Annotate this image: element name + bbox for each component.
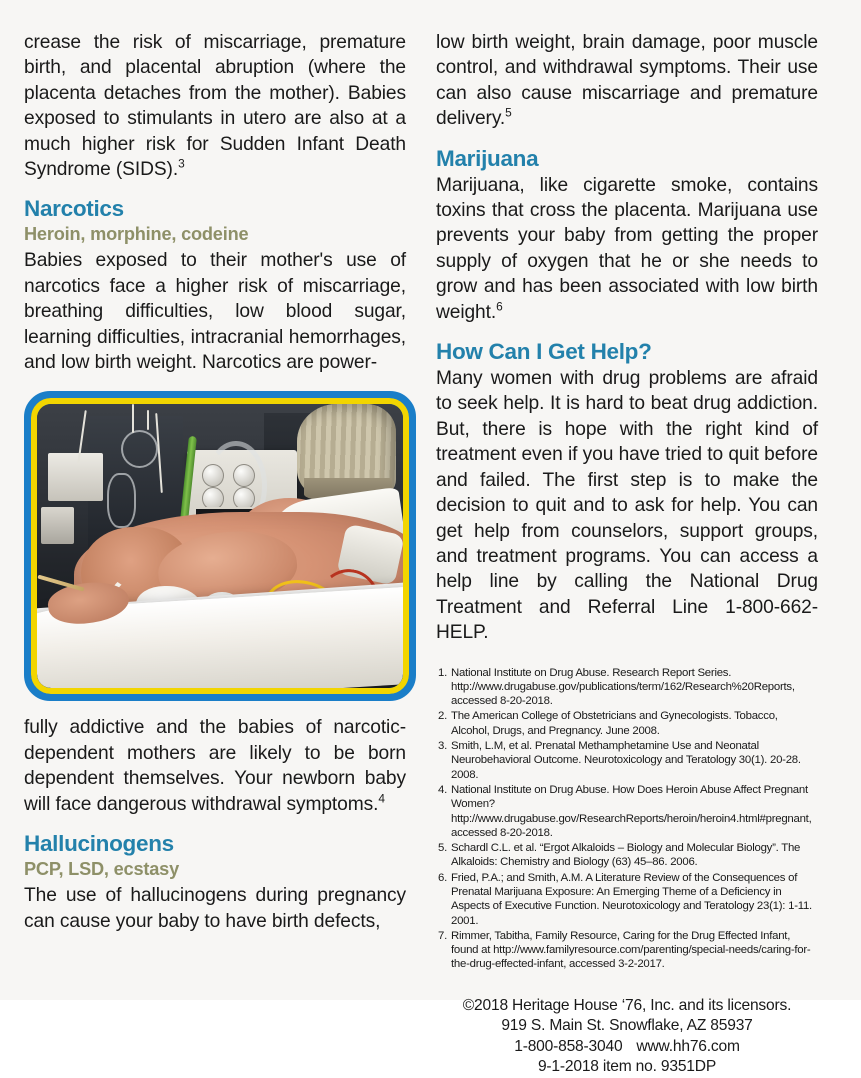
hallucinogens-paragraph: The use of hallucinogens during pregnancy can cause your baby to have birth defects,	[24, 885, 406, 932]
heading-narcotics: Narcotics	[24, 196, 124, 222]
hallucinogens-paragraph-continued-text: low birth weight, brain damage, poor muscle control, and withdrawal symptoms. Their use can also cause miscarriage and premature delivery.	[436, 32, 818, 130]
equipment-box-left-lower	[41, 507, 74, 544]
hallucinogens-paragraph-continued	[436, 30, 818, 132]
website-url: www.hh76.com	[636, 1037, 740, 1055]
address-line: 919 S. Main St. Snowflake, AZ 85937	[501, 1017, 753, 1035]
copyright-line: ©2018 Heritage House ‘76, Inc. and its licensors.	[462, 996, 792, 1014]
intro-paragraph-text: crease the risk of miscarriage, premature birth, and placental abruption (where the placenta detaches from the mother). Babies exposed to stimulants in utero are also at a much higher risk for Sudden Infant Death Syndrome (SIDS).	[24, 32, 406, 181]
reference-number: 7.	[438, 929, 447, 942]
reference-text: The American College of Obstetricians and Gynecologists. Tobacco, Alcohol, Drugs, and Pregnancy. June 2008.	[451, 710, 778, 737]
reference-text: National Institute on Drug Abuse. How Does Heroin Abuse Affect Pregnant Women? http://www.drugabuse.gov/ResearchReports/heroin/heroin4.html#pregnant, accessed 8-20-2018.	[451, 783, 812, 839]
marijuana-paragraph	[436, 173, 818, 325]
reference-item	[436, 871, 818, 928]
reference-text: Fried, P.A.; and Smith, A.M. A Literature Review of the Consequences of Prenatal Marijuana Exposure: An Emerging Theme of a Deficiency in Aspects of Executive Function. Neurotoxicology and Teratology 23(1): 1-11. 2001.	[451, 871, 812, 927]
heading-hallucinogens: Hallucinogens	[24, 831, 174, 857]
item-number-line: 9-1-2018 item no. 9351DP	[537, 1058, 717, 1076]
contact-line	[436, 1037, 818, 1058]
subheading-narcotics-drugs: Heroin, morphine, codeine	[24, 224, 249, 245]
reference-number: 2.	[438, 710, 447, 723]
reference-item	[436, 666, 818, 709]
white-wire	[132, 404, 134, 432]
reference-item	[436, 929, 818, 972]
right-column	[436, 30, 818, 1076]
equipment-box-left	[48, 453, 103, 501]
narcotics-paragraph: Babies exposed to their mother's use of narcotics face a higher risk of miscarriage, breathing difficulties, low blood sugar, learning difficulties, intracranial hemorrhages, and low birth weight. Narcotics are power-	[24, 250, 406, 374]
reference-number: 4.	[438, 783, 447, 796]
footnote-marker-6: 6	[496, 299, 503, 314]
marijuana-paragraph-text: Marijuana, like cigarette smoke, contains toxins that cross the placenta. Marijuana use prevents your baby from getting the proper supply of oxygen that he or she needs to grow and has been associated with low birth weight.	[436, 174, 818, 323]
intro-paragraph	[24, 30, 406, 182]
infant-incubator-photo	[24, 391, 416, 701]
left-column	[24, 30, 406, 986]
heading-how-can-i-get-help: How Can I Get Help?	[436, 339, 652, 365]
reference-item	[436, 841, 818, 870]
white-wire	[147, 410, 149, 430]
narcotics-paragraph-continued	[24, 715, 406, 817]
footnote-marker-5: 5	[505, 105, 512, 120]
subheading-hallucinogens-drugs: PCP, LSD, ecstasy	[24, 859, 179, 880]
help-paragraph: Many women with drug problems are afraid to seek help. It is hard to beat drug addiction. But, there is hope with the right kind of treatment even if you have tried to quit before and failed. The first step is to make the decision to quit and to ask for help. You can get help from counselors, support groups, and treatment programs. You can access a help line by calling the National Drug Treatment and Referral Line 1-800-662-HELP.	[436, 368, 818, 644]
photo-image	[37, 404, 403, 688]
photo-inner-border	[31, 398, 409, 694]
reference-number: 6.	[438, 871, 447, 884]
reference-item	[436, 739, 818, 782]
reference-text: Smith, L.M, et al. Prenatal Methamphetamine Use and Neonatal Neurobehavioral Outcome. Neurotoxicology and Teratology 30(1). 20-28. 2008.	[451, 740, 801, 781]
reference-item	[436, 783, 818, 840]
publisher-footer	[436, 996, 818, 1078]
narcotics-paragraph-continued-text: fully addictive and the babies of narcotic-dependent mothers are likely to be born dependent themselves. Your newborn baby will face dangerous withdrawal symptoms.	[24, 717, 406, 815]
phone-number: 1-800-858-3040	[514, 1037, 623, 1055]
reference-text: National Institute on Drug Abuse. Research Report Series. http://www.drugabuse.gov/publications/term/162/Research%20Reports, accessed 8-20-2018.	[451, 666, 795, 708]
references-list	[436, 666, 818, 972]
reference-text: Schardl C.L. et al. “Ergot Alkaloids – Biology and Molecular Biology”. The Alkaloids: Chemistry and Biology (63) 45–86. 2006.	[451, 842, 801, 869]
clear-tubing-loop	[107, 473, 137, 528]
reference-text: Rimmer, Tabitha, Family Resource, Caring for the Drug Effected Infant, found at http://www.familyresource.com/parenting/special-needs/caring-for-the-drug-effected-infant, accessed 3-2-2017.	[451, 929, 811, 971]
clear-tubing-coil	[121, 430, 158, 468]
reference-number: 1.	[438, 666, 447, 679]
reference-number: 3.	[438, 740, 447, 753]
footnote-marker-4: 4	[378, 791, 385, 806]
reference-item	[436, 709, 818, 738]
footnote-marker-3: 3	[178, 156, 185, 171]
heading-marijuana: Marijuana	[436, 145, 539, 171]
reference-number: 5.	[438, 842, 447, 855]
